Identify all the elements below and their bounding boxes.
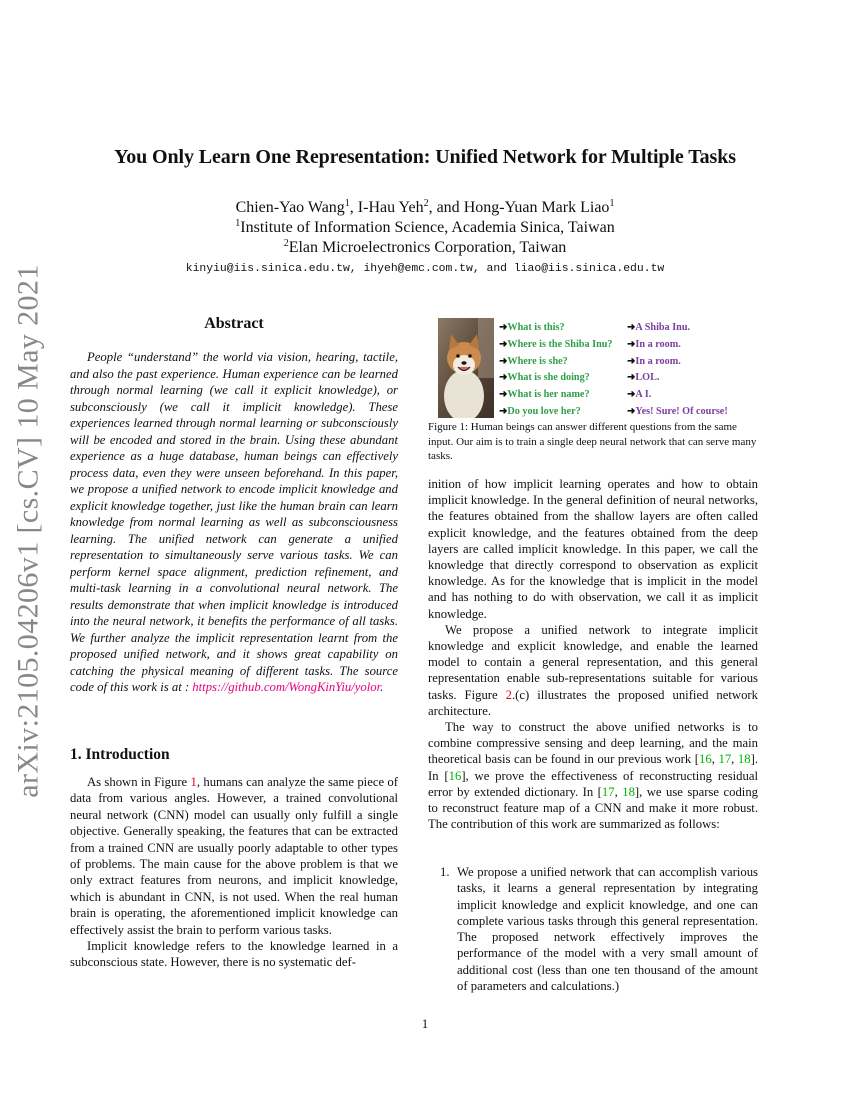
arxiv-stamp-text: arXiv:2105.04206v1 [cs.CV] 10 May 2021	[12, 263, 46, 798]
answer	[627, 320, 690, 337]
question	[499, 404, 581, 421]
contribution-list-item	[440, 864, 758, 994]
text-run: We propose a unified network to integrate implicit knowledge and explicit knowledge, and enable the learned model to contain a general representation, and this general representation enable sub-representations suitable for various tasks. Figure	[428, 622, 758, 702]
text-run: ], we prove the effectiveness of reconstructing residual error by extended dictionary. In [	[428, 768, 758, 799]
citation-link[interactable]: 16	[448, 768, 462, 783]
paragraph	[428, 622, 758, 719]
answer-text: In a room.	[635, 355, 681, 367]
affil-mark: 2	[283, 238, 289, 249]
text-run: ,	[711, 752, 719, 767]
paragraph: Implicit knowledge refers to the knowledge learned in a subconscious state. However, there is no systematic def-	[70, 939, 398, 970]
abstract-body	[70, 349, 398, 696]
question	[499, 370, 590, 387]
affil-text: Elan Microelectronics Corporation, Taiwan	[288, 239, 567, 256]
author-separator: , and	[428, 199, 464, 216]
arrow-right-icon: ➜	[499, 372, 508, 384]
text-run: As shown in Figure	[87, 775, 191, 789]
question-text: Where is she?	[507, 355, 568, 367]
author-name: I-Hau Yeh	[357, 199, 424, 216]
affil-mark: 1	[235, 218, 241, 229]
arrow-right-icon: ➜	[499, 338, 508, 350]
paragraph	[70, 774, 398, 938]
question	[499, 354, 568, 371]
answer-text: A Shiba Inu.	[635, 322, 691, 333]
answer	[627, 370, 659, 387]
question-text: What is this?	[507, 322, 565, 333]
author-affil-mark: 2	[423, 198, 429, 209]
arrow-right-icon: ➜	[627, 372, 636, 384]
author-emails: kinyiu@iis.sinica.edu.tw, ihyeh@emc.com.tw, and liao@iis.sinica.edu.tw	[185, 263, 665, 275]
text-run: .(c) illustrates the proposed unified network architecture.	[428, 687, 758, 718]
arrow-right-icon: ➜	[499, 389, 508, 401]
citation-link[interactable]: 18	[737, 752, 751, 767]
question-text: Do you love her?	[507, 405, 581, 417]
citation-link[interactable]: 17	[601, 784, 615, 799]
affiliation-2	[0, 239, 850, 257]
author-separator: ,	[349, 199, 358, 216]
question-text: Where is the Shiba Inu?	[507, 338, 613, 350]
answer-text: Yes! Sure! Of course!	[635, 405, 728, 417]
paragraph: inition of how implicit learning operates and how to obtain implicit knowledge. In the general definition of neural networks, the features obtained from the shallow layers are often called explicit knowledge, and the features obtained from the deep layers are called implicit knowledge. In this paper, we call the knowledge that directly correspond to observation as explicit knowledge. As for the knowledge that is implicit in the model and has nothing to do with observation, we call it as implicit knowledge.	[428, 477, 758, 621]
abstract-end: .	[380, 680, 384, 694]
arxiv-stamp	[4, 263, 54, 798]
abstract-heading: Abstract	[204, 315, 264, 332]
question	[499, 387, 590, 404]
list-item-text: We propose a unified network that can accomplish various tasks, it learns a general representation by integrating implicit knowledge and explicit knowledge, and one can complete various tasks through this general representation. The proposed network effectively improves the performance of the model with a very small amount of additional cost (less than one ten thousand of the amount of parameters and calculations.)	[457, 865, 758, 994]
figure-1-caption: Figure 1: Human beings can answer different questions from the same input. Our aim is to train a single deep neural network that can serve many tasks.	[428, 421, 757, 463]
paragraph	[428, 719, 758, 832]
arrow-right-icon: ➜	[627, 355, 636, 367]
author-affil-mark: 1	[344, 198, 350, 209]
introduction-body	[70, 774, 398, 971]
text-run: ], we use sparse coding to reconstruct feature map of a CNN and make it more robust. The contribution of this work are summarized as follows:	[428, 784, 759, 832]
figure-ref-link[interactable]: 2	[505, 687, 512, 702]
text-run: ,	[731, 752, 738, 767]
affil-text: Institute of Information Science, Academia Sinica, Taiwan	[240, 219, 615, 236]
question-text: What is her name?	[507, 389, 590, 401]
page-number: 1	[421, 1016, 429, 1031]
answer	[627, 404, 728, 421]
author-name: Hong-Yuan Mark Liao	[463, 199, 610, 216]
answer-text: A I.	[635, 389, 652, 401]
question	[499, 337, 613, 354]
list-number: 1.	[440, 865, 450, 879]
text-run: ,	[614, 784, 623, 799]
answer	[627, 354, 681, 371]
question	[499, 320, 565, 337]
citation-link[interactable]: 18	[622, 784, 635, 799]
citation-link[interactable]: 17	[718, 752, 732, 767]
citation-link[interactable]: 16	[699, 752, 712, 767]
arrow-right-icon: ➜	[627, 322, 636, 333]
answer	[627, 337, 681, 354]
arrow-right-icon: ➜	[499, 355, 508, 367]
affiliation-1	[0, 219, 850, 237]
dog-image	[438, 318, 494, 418]
text-run: The way to construct the above unified networks is to combine compressive sensing and deep learning, and the main theoretical basis can be found in our previous work [	[428, 720, 758, 767]
paper-title: You Only Learn One Representation: Unified Network for Multiple Tasks	[114, 146, 736, 168]
right-column-body	[428, 476, 758, 832]
section-heading-introduction: 1. Introduction	[70, 746, 170, 763]
text-run: ]. In [	[428, 752, 759, 783]
text-run: , humans can analyze the same piece of data from various angles. However, a trained convolutional neural network (CNN) model can usually only fulfill a single objective. Generally speaking, the features that can be extracted from a trained CNN are usually poorly adaptable to other types of problems. The main cause for the above problem is that we only extract features from neurons, and implicit knowledge, which is abundant in CNN, is not used. When the real human brain is operating, the aforementioned implicit knowledge can effectively assist the brain to perform various tasks.	[70, 775, 398, 937]
abstract-text: People “understand” the world via vision, hearing, tactile, and also the past experience. Human experience can be learned through normal learning (we call it explicit knowledge), or subconsciously (we call it implicit knowledge). These experiences learned through normal learning or subconsciously will be encoded and stored in the brain. Using these abundant experience as a huge database, human beings can effectively process data, even they were unseen beforehand. In this paper, we propose a unified network to encode implicit knowledge and explicit knowledge together, just like the human brain can learn knowledge from normal learning as well as subconsciousness learning. The unified network can generate a unified representation to simultaneously serve various tasks. We can perform kernel space alignment, prediction refinement, and multi-task learning in a convolutional neural network. The results demonstrate that when implicit knowledge is introduced into the neural network, it benefits the performance of all tasks. We further analyze the implicit representation learnt from the proposed unified network, and it shows great capability on catching the physical meaning of different tasks. The source code of this work is at :	[70, 350, 398, 694]
answer-text: In a room.	[635, 338, 681, 350]
arrow-right-icon: ➜	[627, 338, 636, 350]
figure-ref-link[interactable]: 1	[190, 775, 197, 789]
answer-text: LOL.	[635, 372, 660, 384]
source-code-link[interactable]: https://github.com/WongKinYiu/yolor	[192, 680, 381, 694]
answer	[627, 387, 651, 404]
author-list	[0, 199, 850, 217]
author-affil-mark: 1	[609, 198, 615, 209]
arrow-right-icon: ➜	[499, 405, 508, 417]
shiba-inu-photo	[438, 318, 494, 418]
author-name: Chien-Yao Wang	[235, 199, 345, 216]
arrow-right-icon: ➜	[499, 322, 508, 333]
arrow-right-icon: ➜	[627, 405, 636, 417]
question-text: What is she doing?	[507, 372, 590, 384]
arrow-right-icon: ➜	[627, 389, 636, 401]
